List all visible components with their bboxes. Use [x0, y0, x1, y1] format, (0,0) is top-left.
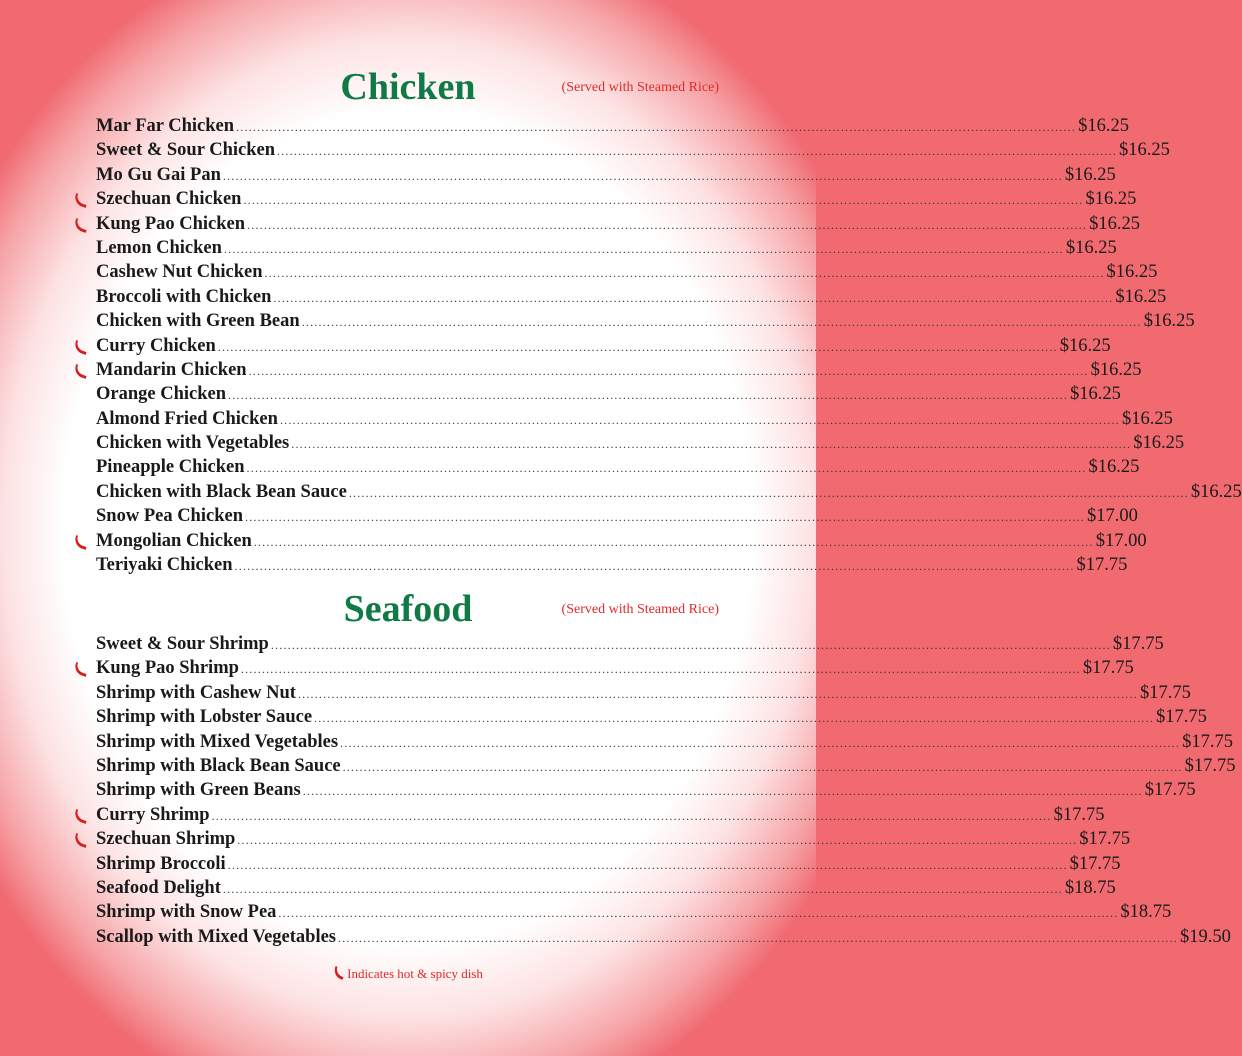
- dot-leader: ........................................................................................................................................................................................................: [253, 534, 1094, 549]
- menu-item-name: Shrimp with Snow Pea: [96, 902, 277, 923]
- menu-item-name: Lemon Chicken: [96, 237, 222, 258]
- menu-item-price: $16.25: [1064, 164, 1116, 185]
- menu-item-name: Mar Far Chicken: [96, 116, 235, 136]
- menu-item: [96, 408, 1173, 433]
- dot-leader: ........................................................................................................................................................................................................: [264, 266, 1105, 281]
- spicy-legend: [0, 966, 816, 982]
- menu-item-name: Sweet & Sour Shrimp: [96, 634, 269, 654]
- dot-leader: ........................................................................................................................................................................................................: [273, 290, 1114, 305]
- menu-item: [96, 433, 1185, 457]
- dot-leader: ........................................................................................................................................................................................................: [270, 638, 1111, 652]
- dot-leader: ........................................................................................................................................................................................................: [240, 662, 1081, 677]
- spicy-legend-text: Indicates hot & spicy dish: [347, 966, 483, 981]
- menu-item-price: $17.75: [1079, 829, 1131, 850]
- menu-item-name: Kung Pao Shrimp: [96, 658, 239, 679]
- menu-item: [96, 140, 1170, 164]
- menu-item: [96, 658, 1134, 682]
- dot-leader: ........................................................................................................................................................................................................: [340, 735, 1181, 750]
- menu-item-name: Curry Shrimp: [96, 804, 210, 825]
- dot-leader: ........................................................................................................................................................................................................: [338, 930, 1178, 945]
- chili-pepper-icon: [74, 366, 88, 376]
- menu-item-price: $16.25: [1070, 384, 1121, 405]
- dot-leader: ........................................................................................................................................................................................................: [223, 241, 1064, 256]
- menu-item-price: $16.25: [1059, 335, 1111, 356]
- menu-item-name: Mongolian Chicken: [96, 530, 252, 551]
- menu-item: [96, 506, 1138, 530]
- menu-item: [96, 262, 1158, 286]
- menu-item-price: $16.25: [1119, 140, 1170, 161]
- menu-item: [96, 682, 1191, 707]
- menu-item: [96, 877, 1116, 902]
- menu-item-name: Szechuan Shrimp: [96, 829, 236, 850]
- menu-item: [96, 530, 1147, 555]
- menu-item-name: Chicken with Green Bean: [96, 311, 300, 332]
- chili-pepper-icon: [74, 342, 88, 352]
- menu-item: [96, 555, 1128, 579]
- menu-item: [96, 359, 1142, 384]
- seafood-section-note: (Served with Steamed Rice): [561, 602, 719, 617]
- menu-item-price: $17.75: [1184, 755, 1236, 776]
- menu-item-name: Shrimp Broccoli: [96, 853, 226, 874]
- chili-pepper-icon: [74, 835, 88, 845]
- menu-item: [96, 311, 1195, 335]
- menu-item-price: $16.25: [1078, 116, 1129, 136]
- dot-leader: ........................................................................................................................................................................................................: [301, 315, 1142, 330]
- menu-item-price: $16.25: [1106, 262, 1158, 283]
- chili-pepper-icon: [332, 966, 347, 980]
- menu-item-price: $17.75: [1069, 853, 1121, 874]
- menu-item-price: $16.25: [1190, 481, 1242, 502]
- menu-item: [96, 481, 1242, 506]
- menu-item: [96, 902, 1172, 926]
- menu-item-name: Curry Chicken: [96, 335, 216, 356]
- dot-leader: ........................................................................................................................................................................................................: [277, 144, 1118, 159]
- menu-item-name: Shrimp with Black Bean Sauce: [96, 755, 341, 776]
- seafood-section-title: Seafood: [343, 588, 473, 630]
- menu-item: [96, 780, 1196, 804]
- chicken-section-title: Chicken: [340, 66, 476, 108]
- menu-item-name: Kung Pao Chicken: [96, 213, 246, 234]
- menu-item: [96, 335, 1111, 360]
- dot-leader: ........................................................................................................................................................................................................: [227, 857, 1068, 872]
- menu-item-price: $16.25: [1088, 457, 1140, 478]
- menu-item-name: Almond Fried Chicken: [96, 408, 278, 429]
- dot-leader: ........................................................................................................................................................................................................: [291, 437, 1132, 452]
- menu-item-price: $16.25: [1090, 359, 1142, 380]
- menu-item-name: Shrimp with Lobster Sauce: [96, 707, 313, 728]
- dot-leader: ........................................................................................................................................................................................................: [247, 217, 1088, 232]
- menu-item-price: $17.75: [1144, 780, 1196, 801]
- menu-item-price: $16.25: [1065, 237, 1117, 258]
- dot-leader: ........................................................................................................................................................................................................: [245, 510, 1085, 525]
- menu-item-price: $17.75: [1082, 658, 1134, 679]
- dot-leader: ........................................................................................................................................................................................................: [342, 759, 1183, 774]
- chili-pepper-icon: [74, 220, 88, 230]
- dot-leader: ........................................................................................................................................................................................................: [279, 412, 1120, 427]
- menu-item-price: $17.75: [1139, 682, 1191, 703]
- menu-item-price: $18.75: [1064, 877, 1116, 898]
- dot-leader: ........................................................................................................................................................................................................: [302, 784, 1143, 799]
- menu-item-name: Mo Gu Gai Pan: [96, 164, 221, 185]
- menu-item-price: $16.25: [1115, 286, 1167, 307]
- menu-item-price: $16.25: [1085, 189, 1137, 210]
- dot-leader: ........................................................................................................................................................................................................: [217, 339, 1058, 354]
- menu-item-price: $17.75: [1182, 731, 1233, 752]
- menu-item-price: $16.25: [1143, 311, 1195, 332]
- menu-item-name: Chicken with Vegetables: [96, 433, 290, 454]
- menu-item-price: $17.75: [1053, 804, 1105, 825]
- chicken-section-note: (Served with Steamed Rice): [561, 80, 719, 95]
- menu-item-name: Shrimp with Cashew Nut: [96, 682, 296, 703]
- dot-leader: ........................................................................................................................................................................................................: [314, 711, 1155, 726]
- menu-item-name: Cashew Nut Chicken: [96, 262, 263, 283]
- menu-item-name: Seafood Delight: [96, 877, 221, 898]
- menu-item-name: Shrimp with Green Beans: [96, 780, 301, 801]
- menu-item: [96, 213, 1140, 238]
- chili-pepper-icon: [74, 537, 88, 547]
- menu-item-name: Chicken with Black Bean Sauce: [96, 481, 347, 502]
- dot-leader: ........................................................................................................................................................................................................: [234, 559, 1075, 574]
- dot-leader: ........................................................................................................................................................................................................: [246, 461, 1087, 476]
- menu-item: [96, 731, 1233, 756]
- menu-item-name: Mandarin Chicken: [96, 359, 247, 380]
- menu-item-name: Pineapple Chicken: [96, 457, 245, 478]
- menu-item: [96, 116, 1129, 140]
- menu-item-name: Orange Chicken: [96, 384, 227, 405]
- menu-item-name: Sweet & Sour Chicken: [96, 140, 276, 161]
- dot-leader: ........................................................................................................................................................................................................: [211, 808, 1052, 823]
- menu-item-name: Szechuan Chicken: [96, 189, 242, 210]
- menu-item-name: Broccoli with Chicken: [96, 286, 272, 307]
- chili-pepper-icon: [74, 195, 88, 205]
- menu-item-price: $17.00: [1087, 506, 1138, 527]
- menu-item-name: Shrimp with Mixed Vegetables: [96, 731, 339, 752]
- menu-item: [96, 286, 1167, 311]
- menu-item-price: $17.75: [1156, 707, 1207, 728]
- dot-leader: ........................................................................................................................................................................................................: [248, 363, 1089, 378]
- menu-item-name: Snow Pea Chicken: [96, 506, 243, 527]
- chicken-menu-list: [96, 116, 1242, 579]
- menu-item-price: $16.25: [1089, 213, 1140, 234]
- dot-leader: ........................................................................................................................................................................................................: [222, 168, 1063, 183]
- menu-item-price: $16.25: [1121, 408, 1173, 429]
- dot-leader: ........................................................................................................................................................................................................: [348, 485, 1189, 500]
- dot-leader: ........................................................................................................................................................................................................: [222, 881, 1063, 896]
- seafood-menu-list: [96, 634, 1236, 951]
- menu-item: [96, 189, 1137, 213]
- menu-item: [96, 755, 1236, 780]
- menu-item-price: $17.00: [1095, 530, 1147, 551]
- seafood-section-header: [0, 584, 816, 634]
- menu-item-price: $18.75: [1120, 902, 1172, 923]
- dot-leader: ........................................................................................................................................................................................................: [237, 833, 1078, 848]
- menu-item: [96, 237, 1117, 262]
- chicken-section-header: [0, 62, 816, 112]
- menu-item-price: $17.75: [1112, 634, 1164, 654]
- dot-leader: ........................................................................................................................................................................................................: [278, 906, 1119, 921]
- dot-leader: ........................................................................................................................................................................................................: [243, 193, 1084, 208]
- chili-pepper-icon: [74, 664, 88, 674]
- menu-item-price: $19.50: [1180, 926, 1231, 947]
- menu-item: [96, 707, 1207, 731]
- menu-item-name: Teriyaki Chicken: [96, 555, 233, 576]
- dot-leader: ........................................................................................................................................................................................................: [297, 686, 1138, 701]
- menu-item: [96, 853, 1121, 878]
- menu-item: [96, 829, 1131, 853]
- menu-item: [96, 384, 1121, 408]
- dot-leader: ........................................................................................................................................................................................................: [228, 388, 1069, 403]
- menu-item: [96, 804, 1105, 829]
- menu-item: [96, 457, 1140, 481]
- menu-item-price: $17.75: [1076, 555, 1128, 576]
- menu-item: [96, 634, 1164, 658]
- menu-item: [96, 164, 1116, 189]
- menu-item: [96, 926, 1231, 951]
- dot-leader: ........................................................................................................................................................................................................: [236, 120, 1077, 134]
- menu-item-price: $16.25: [1133, 433, 1185, 454]
- menu-item-name: Scallop with Mixed Vegetables: [96, 926, 336, 947]
- chili-pepper-icon: [74, 811, 88, 821]
